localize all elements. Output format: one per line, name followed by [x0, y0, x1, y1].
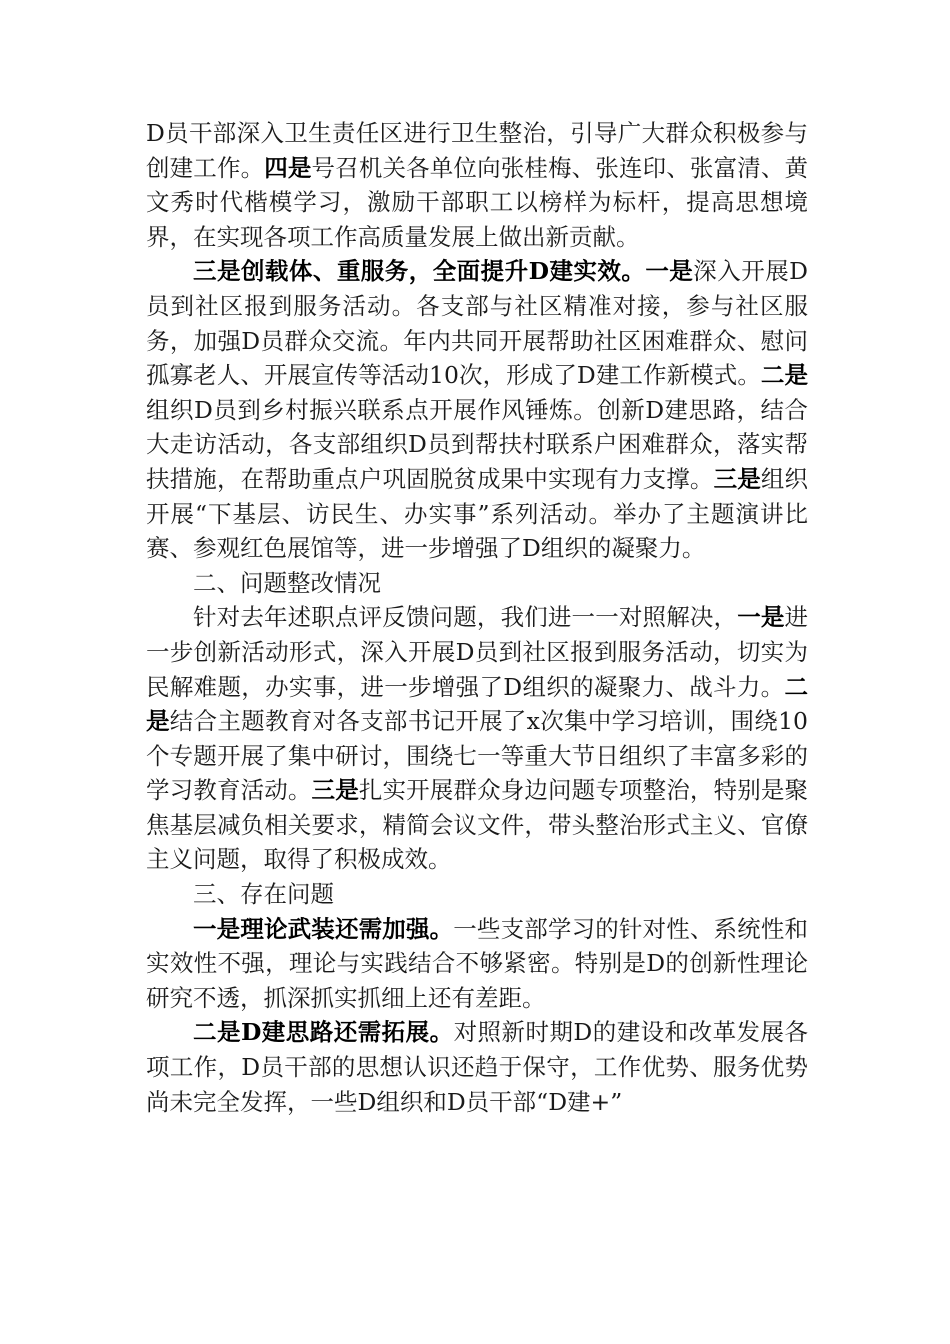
paragraph-3-text-3: 扎实开展群众身边问题专项整治，特别是聚焦基层减负相关要求，精简会议文件，带头整治形式主义、官僚主义问题，取得了积极成效。 — [146, 776, 809, 874]
paragraph-1-label: 四是 — [264, 153, 312, 182]
paragraph-2-lead: 三是创载体、重服务，全面提升D建实效。 — [193, 257, 646, 286]
paragraph-1-text-b: 号召机关各单位向张桂梅、张连印、张富清、黄文秀时代楷模学习，激励干部职工以榜样为标杆，提高思想境界，在实现各项工作高质量发展上做出新贡献。 — [146, 153, 809, 251]
paragraph-2-text-3: 组织开展“下基层、访民生、办实事”系列活动。举办了主题演讲比赛、参观红色展馆等，进一步增强了D组织的凝聚力。 — [146, 464, 809, 563]
paragraph-3-intro: 针对去年述职点评反馈问题，我们进一一对照解决， — [193, 603, 738, 632]
paragraph-3-label-2: 二是 — [146, 672, 808, 736]
paragraph-2-text-2: 组织D员到乡村振兴联系点开展作风锤炼。创新D建思路，结合大走访活动，各支部组织D员到帮扶村联系户困难群众，落实帮扶措施，在帮助重点户巩固脱贫成果中实现有力支撑。 — [146, 395, 808, 493]
paragraph-2 — [146, 254, 808, 565]
paragraph-3-label-1: 一是 — [737, 603, 785, 632]
paragraph-5-lead: 二是D建思路还需拓展。 — [193, 1018, 454, 1047]
paragraph-1 — [146, 116, 808, 254]
paragraph-4-lead: 一是理论武装还需加强。 — [193, 914, 454, 943]
paragraph-3-label-3: 三是 — [311, 776, 359, 805]
paragraph-5-text: 对照新时期D的建设和改革发展各项工作，D员干部的思想认识还趋于保守，工作优势、服务优势尚未完全发挥，一些D组织和D员干部“D建+” — [146, 1018, 808, 1116]
paragraph-4 — [146, 912, 808, 1016]
section-heading-3: 三、存在问题 — [193, 880, 334, 909]
paragraph-4-text: 一些支部学习的针对性、系统性和实效性不强，理论与实践结合不够紧密。特别是D的创新性理论研究不透，抓深抓实抓细上还有差距。 — [146, 914, 809, 1012]
paragraph-2-text-1: 深入开展D员到社区报到服务活动。各支部与社区精准对接，参与社区服务，加强D员群众交流。年内共同开展帮助社区困难群众、慰问孤寡老人、开展宣传等活动10次，形成了D建工作新模式。 — [146, 257, 809, 390]
paragraph-3 — [146, 600, 808, 877]
paragraph-2-label-3: 三是 — [713, 464, 761, 493]
paragraph-2-label-1: 一是 — [645, 257, 694, 286]
paragraph-1-text-a: D员干部深入卫生责任区进行卫生整治，引导广大群众积极参与创建工作。 — [146, 119, 808, 182]
paragraph-2-label-2: 二是 — [760, 361, 809, 390]
paragraph-3-text-1: 进一步创新活动形式，深入开展D员到社区报到服务活动，切实为民解难题，办实事，进一步增强了D组织的凝聚力、战斗力。 — [146, 603, 809, 701]
paragraph-3-text-2: 结合主题教育对各支部书记开展了x次集中学习培训，围绕10个专题开展了集中研讨，围绕七一等重大节日组织了丰富多彩的学习教育活动。 — [146, 707, 809, 805]
document-body — [146, 116, 808, 1119]
paragraph-5 — [146, 1015, 808, 1119]
section-heading-2: 二、问题整改情况 — [193, 568, 381, 597]
